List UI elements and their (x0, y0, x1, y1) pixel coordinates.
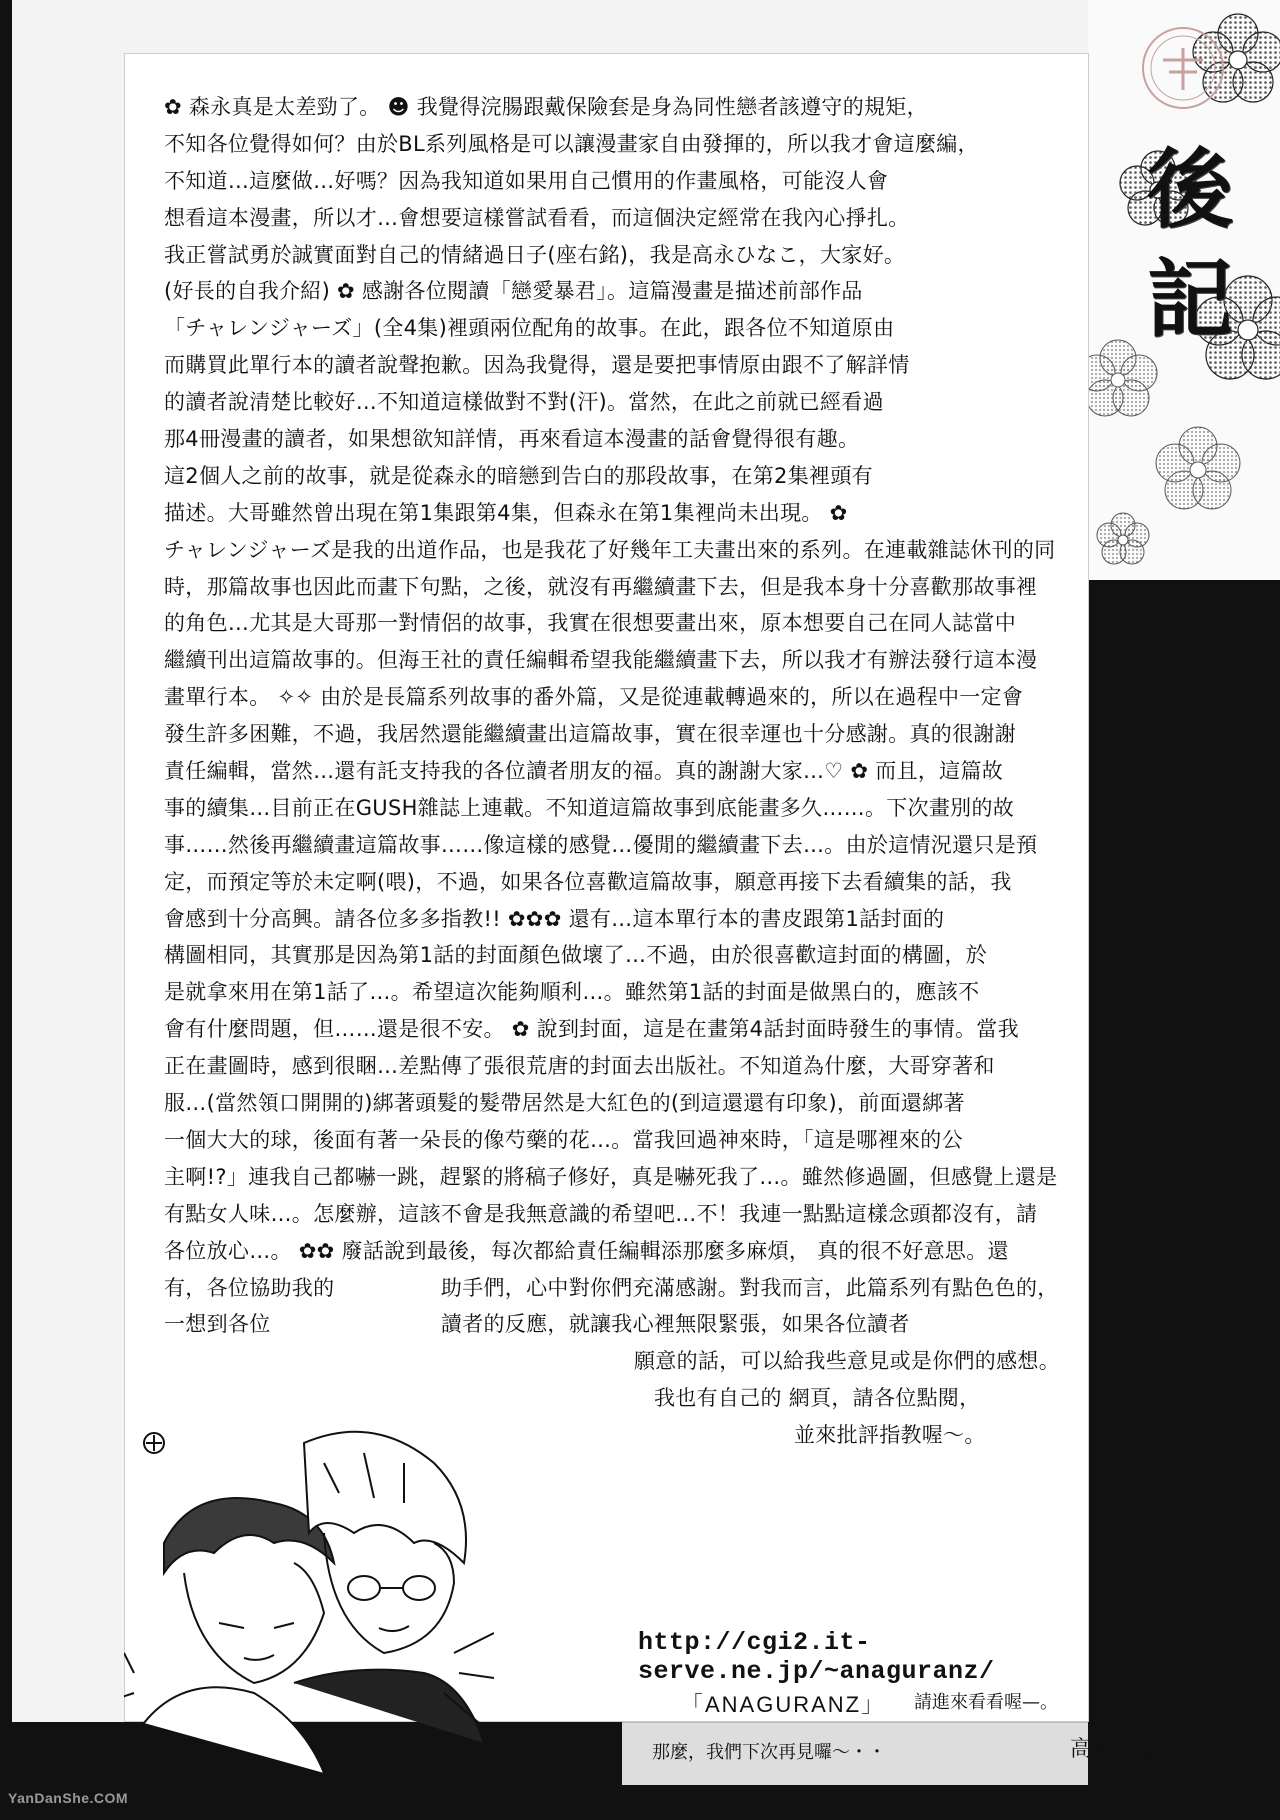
text-line: 想看這本漫畫，所以才…會想要這樣嘗試看看，而這個決定經常在我內心掙扎。 (164, 205, 910, 230)
site-watermark: YanDanShe.COM (8, 1790, 129, 1806)
text-line: 「チャレンジャーズ」(全4集)裡頭兩位配角的故事。在此，跟各位不知道原由 (164, 316, 895, 341)
text-line: 時，那篇故事也因此而畫下句點，之後，就沒有再繼續畫下去，但是我本身十分喜歡那故事裡 (164, 574, 1038, 599)
text-line: 各位放心…。 ✿✿ 廢話說到最後，每次都給責任編輯添那麼多麻煩， 真的很不好意思。還 (164, 1238, 1009, 1263)
text-line: 一想到各位 讀者的反應，就讓我心裡無限緊張，如果各位讀者 (164, 1312, 910, 1337)
website-invite-text: 請進來看看喔—。 (914, 1692, 1058, 1713)
website-url[interactable]: http://cgi2.it-serve.ne.jp/~anaguranz/ (638, 1628, 995, 1686)
afterword-title (1135, 140, 1245, 350)
author-signature: 高永ひなこ✿ (1070, 1737, 1203, 1762)
title-char-2: 記 (1147, 249, 1233, 350)
text-line: 有，各位協助我的 助手們，心中對你們充滿感謝。對我而言，此篇系列有點色色的， (164, 1275, 1059, 1300)
text-line: 責任編輯，當然…還有託支持我的各位讀者朋友的福。真的謝謝大家…♡ ✿ 而且，這篇故 (164, 759, 1004, 784)
text-line: 事……然後再繼續畫這篇故事……像這樣的感覺…優閒的繼續畫下去…。由於這情況還只是預 (164, 832, 1038, 857)
text-line: 不知道…這麼做…好嗎？因為我知道如果用自己慣用的作畫風格，可能沒人會 (164, 168, 889, 193)
website-name: 「ANAGURANZ」 (681, 1692, 886, 1717)
left-border (0, 0, 12, 1820)
character-illustration (124, 1423, 494, 1773)
publisher-stamp-logo (1135, 20, 1231, 116)
text-line: 的讀者說清楚比較好…不知道這樣做對不對(汗)。當然，在此之前就已經看過 (164, 390, 884, 415)
text-line: 這2個人之前的故事，就是從森永的暗戀到告白的那段故事，在第2集裡頭有 (164, 463, 873, 488)
title-char-1: 後 (1147, 139, 1233, 240)
text-line: 我也有自己的 網頁，請各位點閱， (654, 1386, 981, 1411)
text-line: 繼續刊出這篇故事的。但海王社的責任編輯希望我能繼續畫下去，所以我才有辦法發行這本漫 (164, 648, 1038, 673)
text-line: 那4冊漫畫的讀者，如果想欲知詳情，再來看這本漫畫的話會覺得很有趣。 (164, 427, 860, 452)
afterword-text (164, 89, 1064, 1454)
text-line: 不知各位覺得如何？由於BL系列風格是可以讓漫畫家自由發揮的，所以我才會這麼編， (164, 131, 979, 156)
text-line: 主啊!?」連我自己都嚇一跳，趕緊的將稿子修好，真是嚇死我了…。雖然修過圖，但感覺上還是 (164, 1164, 1058, 1189)
text-line: ✿ 森永真是太差勁了。 ☻ 我覺得浣腸跟戴保險套是身為同性戀者該遵守的規矩， (164, 95, 928, 119)
text-line: 的角色…尤其是大哥那一對情侶的故事，我實在很想要畫出來，原本想要自己在同人誌當中 (164, 611, 1016, 636)
text-line: 構圖相同，其實那是因為第1話的封面顏色做壞了…不過，由於很喜歡這封面的構圖，於 (164, 943, 988, 968)
text-line: 事的續集…目前正在GUSH雜誌上連載。不知道這篇故事到底能畫多久……。下次畫別的故 (164, 795, 1015, 820)
text-line: 會有什麼問題，但……還是很不安。 ✿ 說到封面，這是在畫第4話封面時發生的事情。當我 (164, 1017, 1019, 1042)
text-line: チャレンジャーズ是我的出道作品，也是我花了好幾年工夫畫出來的系列。在連載雜誌休刊的同 (164, 537, 1056, 562)
text-line: 發生許多困難，不過，我居然還能繼續畫出這篇故事，實在很幸運也十分感謝。真的很謝謝 (164, 722, 1016, 747)
text-line: 並來批評指教喔～。 (794, 1423, 986, 1448)
farewell-text: 那麼，我們下次再見囉～・・ (652, 1742, 886, 1763)
text-line: 而購買此單行本的讀者說聲抱歉。因為我覺得，還是要把事情原由跟不了解詳情 (164, 353, 910, 378)
text-line: 是就拿來用在第1話了…。希望這次能夠順利…。雖然第1話的封面是做黑白的，應該不 (164, 980, 980, 1005)
text-line: 描述。大哥雖然曾出現在第1集跟第4集，但森永在第1集裡尚未出現。 ✿ (164, 500, 848, 525)
text-line: 服…(當然領口開開的)綁著頭髮的髮帶居然是大紅色的(到這還還有印象)，前面還綁著 (164, 1091, 965, 1116)
text-line: 正在畫圖時，感到很睏…差點傳了張很荒唐的封面去出版社。不知道為什麼，大哥穿著和 (164, 1054, 995, 1079)
text-line: 願意的話，可以給我些意見或是你們的感想。 (634, 1349, 1060, 1374)
text-line: 畫單行本。 ✧✧ 由於是長篇系列故事的番外篇，又是從連載轉過來的，所以在過程中一定會 (164, 685, 1024, 710)
text-line: (好長的自我介紹) ✿ 感謝各位閱讀「戀愛暴君」。這篇漫畫是描述前部作品 (164, 279, 863, 304)
afterword-page (124, 53, 1089, 1722)
text-line: 會感到十分高興。請各位多多指教!! ✿✿✿ 還有…這本單行本的書皮跟第1話封面的 (164, 906, 945, 931)
text-line: 一個大大的球，後面有著一朵長的像芍藥的花…。當我回過神來時，「這是哪裡來的公 (164, 1127, 963, 1152)
text-line: 有點女人味…。怎麼辦，這該不會是我無意識的希望吧…不！我連一點點這樣念頭都沒有，請 (164, 1201, 1038, 1226)
text-line: 定，而預定等於未定啊(喂)，不過，如果各位喜歡這篇故事，願意再接下去看續集的話，我 (164, 869, 1012, 894)
text-line: 我正嘗試勇於誠實面對自己的情緒過日子(座右銘)，我是高永ひなこ，大家好。 (164, 242, 906, 267)
